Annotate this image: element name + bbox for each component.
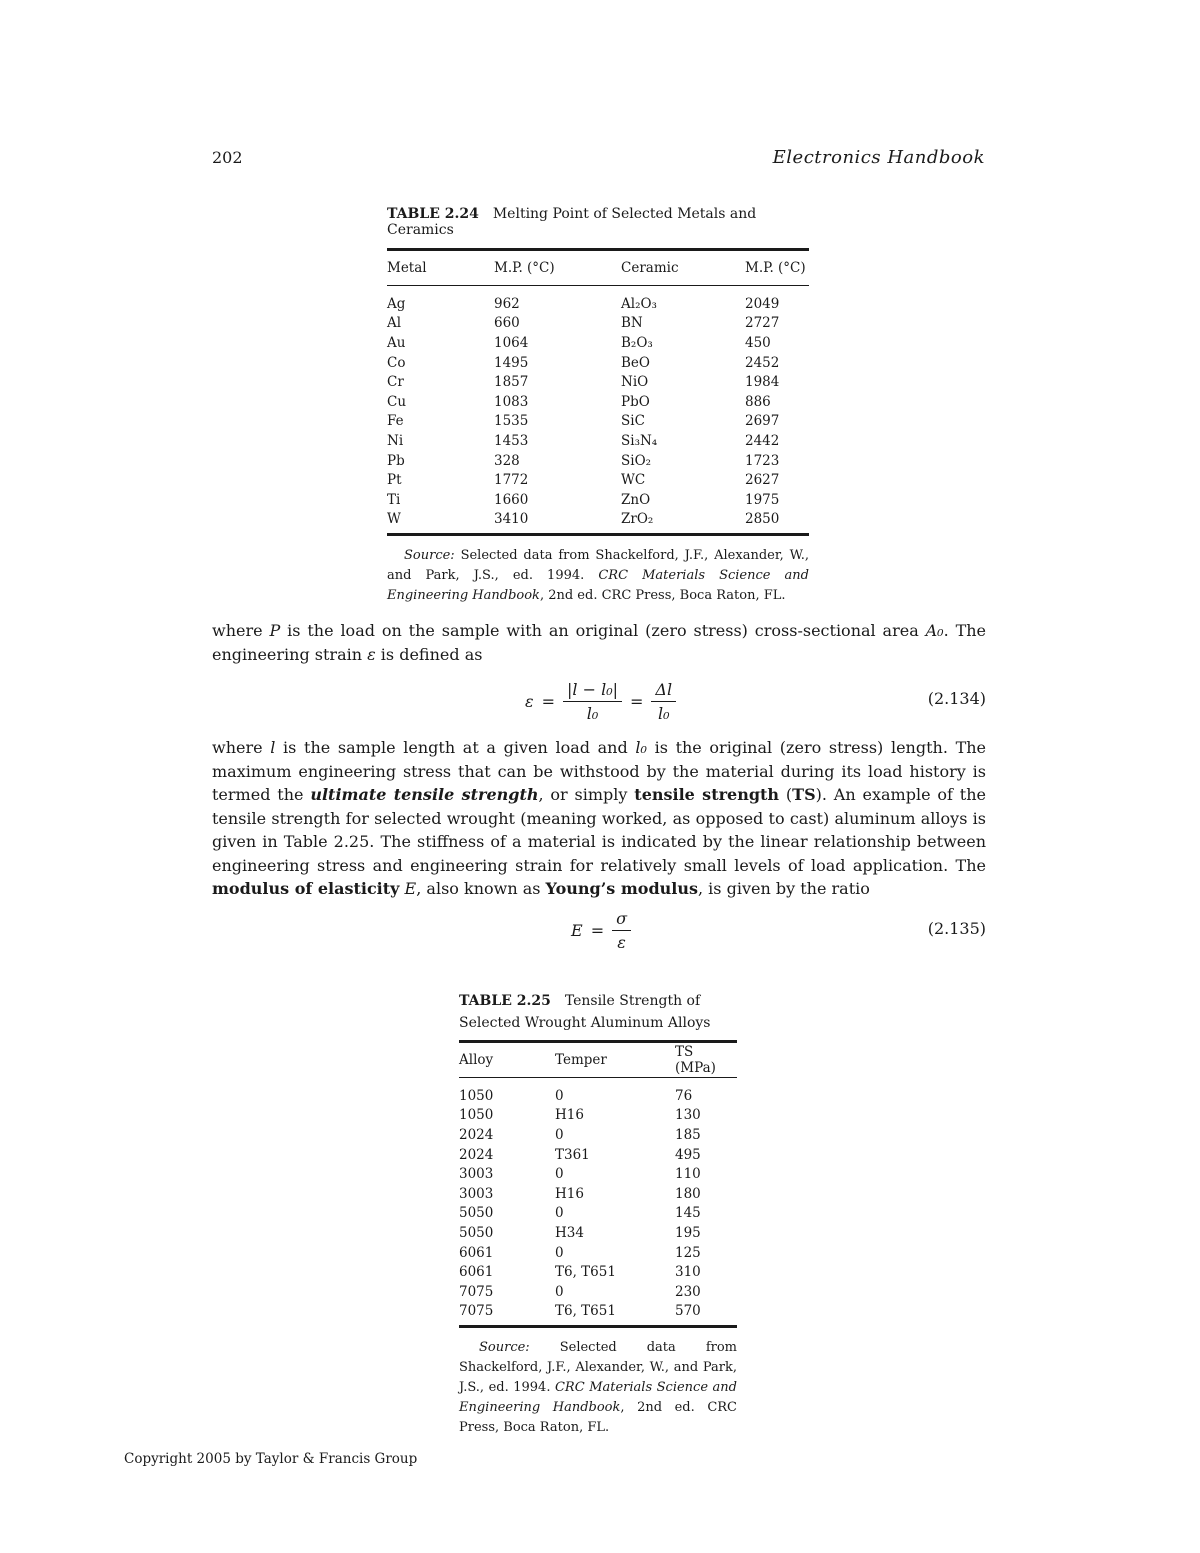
text: ). An example of the tensile strength for selected wrought (meaning worked, as opposed to cast) aluminum alloys is given in Table 2.25. The stiffness of a material is indicated by the linear relationship between engineering stress and engineering strain for relatively small levels of load application. The [212, 785, 987, 875]
table-cell: Ag [387, 295, 406, 312]
table-row [387, 490, 809, 510]
table-cell: 145 [675, 1205, 701, 1222]
table-title: Melting Point of Selected Metals and Ceramics [387, 206, 757, 238]
source-label: Source: [479, 1340, 530, 1356]
table-cell: SiO₂ [621, 452, 652, 469]
page-number: 202 [212, 148, 243, 167]
table-row [387, 314, 809, 334]
table-cell: 328 [494, 452, 520, 469]
math-operator: = [541, 691, 555, 711]
melting-point-table [387, 248, 809, 536]
text: , is given by the ratio [698, 879, 870, 898]
table-source-note [387, 546, 809, 606]
table-cell: 2627 [745, 472, 780, 489]
math-symbol: P [269, 621, 281, 640]
table-cell: 76 [675, 1087, 693, 1104]
table-cell: 3410 [494, 511, 529, 528]
table-cell: 0 [555, 1087, 564, 1104]
math-symbol: ε [367, 644, 376, 664]
table-cell: 2024 [459, 1126, 494, 1143]
source-text-end: , 2nd ed. CRC Press, Boca Raton, FL. [459, 1400, 737, 1436]
column-header: Temper [555, 1052, 607, 1068]
table-row [459, 1262, 737, 1282]
table-cell: 0 [555, 1244, 564, 1261]
table-cell: 110 [675, 1166, 701, 1183]
body-paragraph [212, 619, 986, 666]
fraction [651, 680, 676, 723]
column-header: Metal [387, 260, 427, 276]
table-cell: 1495 [494, 354, 529, 371]
source-text: Selected data from Shackelford, J.F., Alexander, W., and Park, J.S., ed. 1994. [387, 548, 809, 584]
denominator: l₀ [586, 703, 599, 723]
fraction [563, 680, 622, 723]
table-cell: H16 [555, 1185, 584, 1202]
table-cell: BN [621, 315, 643, 332]
text: where [212, 738, 271, 757]
table-cell: 0 [555, 1166, 564, 1183]
table-cell: ZnO [621, 491, 651, 508]
table-cell: ZrO₂ [621, 511, 654, 528]
table-cell: 125 [675, 1244, 701, 1261]
table-cell: 2850 [745, 511, 780, 528]
table-cell: 5050 [459, 1205, 494, 1222]
table-cell: Pb [387, 452, 405, 469]
table-cell: Ti [387, 491, 401, 508]
text: ( [779, 785, 793, 804]
table-cell: T361 [555, 1146, 590, 1163]
fraction [612, 909, 631, 952]
table-cell: 6061 [459, 1264, 494, 1281]
table-cell: 1050 [459, 1087, 494, 1104]
table-cell: 2452 [745, 354, 780, 371]
term-bold: tensile strength [634, 785, 780, 804]
table-row [459, 1106, 737, 1126]
table-row [387, 510, 809, 535]
math-symbol: l [270, 738, 276, 757]
table-cell: 5050 [459, 1224, 494, 1241]
table-row [459, 1243, 737, 1263]
column-header: M.P. (°C) [494, 260, 555, 276]
column-header: M.P. (°C) [745, 260, 806, 276]
equation-number: (2.135) [927, 919, 986, 938]
table-cell: NiO [621, 374, 649, 391]
table-cell: 495 [675, 1146, 701, 1163]
column-header: TS (MPa) [675, 1044, 716, 1076]
table-cell: 0 [555, 1126, 564, 1143]
text: is the load on the sample with an original (zero stress) cross-sectional area [280, 621, 926, 640]
column-header: Ceramic [621, 260, 679, 276]
table-cell: 3003 [459, 1166, 494, 1183]
table-row [459, 1078, 737, 1106]
table-row [387, 286, 809, 314]
table-cell: 2442 [745, 432, 780, 449]
table-cell: 180 [675, 1185, 701, 1202]
text: . The engineering strain [212, 621, 987, 664]
table-cell: 7075 [459, 1283, 494, 1300]
numerator: |l − l₀| [563, 680, 622, 702]
table-cell: 185 [675, 1126, 701, 1143]
table-row [387, 392, 809, 412]
table-cell: PbO [621, 393, 650, 410]
table-cell: T6, T651 [555, 1303, 616, 1320]
table-cell: 1660 [494, 491, 529, 508]
running-title: Electronics Handbook [772, 147, 985, 168]
table-cell: 7075 [459, 1303, 494, 1320]
table-cell: 660 [494, 315, 520, 332]
table-cell: 1064 [494, 334, 529, 351]
term-bold: TS [792, 785, 816, 804]
table-cell: 0 [555, 1205, 564, 1222]
table-cell: SiC [621, 413, 645, 430]
table-row [459, 1302, 737, 1327]
table-label: TABLE 2.25 [459, 993, 551, 1009]
table-cell: 962 [494, 295, 520, 312]
table-cell: WC [621, 472, 646, 489]
table-header-row [387, 250, 809, 286]
table-cell: 195 [675, 1224, 701, 1241]
table-cell: 1723 [745, 452, 780, 469]
table-cell: 886 [745, 393, 771, 410]
table-cell: Au [387, 334, 406, 351]
table-cell: 1083 [494, 393, 529, 410]
table-label: TABLE 2.24 [387, 206, 479, 222]
table-row [387, 412, 809, 432]
table-cell: W [387, 511, 401, 528]
table-cell: Cr [387, 374, 404, 391]
table-row [459, 1164, 737, 1184]
table-header-row [459, 1042, 737, 1078]
table-cell: H16 [555, 1107, 584, 1124]
text: is the sample length at a given load and [275, 738, 636, 757]
source-book-title: CRC Materials Science and Engineering Handbook [459, 1380, 737, 1416]
table-cell: 450 [745, 334, 771, 351]
table-cell: 1772 [494, 472, 529, 489]
table-title: Tensile Strength of Selected Wrought Aluminum Alloys [459, 993, 711, 1031]
math-symbol: E [404, 879, 417, 898]
math-symbol: l₀ [635, 738, 647, 757]
table-row [387, 353, 809, 373]
column-header: Alloy [459, 1052, 494, 1068]
source-label: Source: [404, 548, 455, 564]
math-symbol: E [571, 920, 583, 940]
table-cell: Cu [387, 393, 407, 410]
math-operator: = [590, 920, 605, 940]
table-cell: Co [387, 354, 406, 371]
table-cell: 2049 [745, 295, 780, 312]
table-cell: 0 [555, 1283, 564, 1300]
text: where [212, 621, 270, 640]
table-row [459, 1204, 737, 1224]
term-emphasis: ultimate tensile strength [310, 785, 539, 804]
table-cell: 1984 [745, 374, 780, 391]
table-cell: Al₂O₃ [621, 295, 657, 312]
table-row [459, 1282, 737, 1302]
table-cell: Ni [387, 432, 404, 449]
table-cell: Pt [387, 472, 402, 489]
denominator: l₀ [657, 703, 670, 723]
table-cell: 2024 [459, 1146, 494, 1163]
text: is defined as [375, 644, 483, 664]
table-cell: 310 [675, 1264, 701, 1281]
table-source-note [459, 1338, 737, 1438]
table-row [387, 333, 809, 353]
table-cell: BeO [621, 354, 650, 371]
math-operator: = [630, 691, 644, 711]
math-symbol: ε [525, 691, 534, 711]
text: , or simply [538, 785, 635, 804]
table-row [459, 1145, 737, 1165]
table-cell: 1050 [459, 1107, 494, 1124]
table-cell: Fe [387, 413, 404, 430]
table-cell: 3003 [459, 1185, 494, 1202]
table-cell: 130 [675, 1107, 701, 1124]
table-cell: 1453 [494, 432, 529, 449]
table-cell: B₂O₃ [621, 334, 653, 351]
table-cell: H34 [555, 1224, 584, 1241]
body-paragraph [212, 736, 986, 901]
table-cell: T6, T651 [555, 1264, 616, 1281]
numerator: Δl [651, 680, 676, 702]
table-2-25 [459, 990, 737, 1438]
tensile-strength-table [459, 1040, 737, 1328]
math-symbol: A₀ [925, 621, 944, 640]
table-cell: 6061 [459, 1244, 494, 1261]
table-cell: 230 [675, 1283, 701, 1300]
numerator: σ [612, 909, 631, 931]
source-text-end: , 2nd ed. CRC Press, Boca Raton, FL. [539, 588, 786, 604]
copyright-footer: Copyright 2005 by Taylor & Francis Group [124, 1451, 418, 1467]
table-cell: 570 [675, 1303, 701, 1320]
text: is the original (zero stress) length. The maximum engineering stress that can be withstood by the material during its load history is termed the [212, 738, 987, 804]
term-bold: modulus of elasticity [212, 879, 400, 898]
source-book-title: CRC Materials Science and Engineering Handbook [387, 568, 809, 604]
table-row [387, 372, 809, 392]
table-caption [459, 990, 737, 1034]
table-row [387, 451, 809, 471]
table-row [387, 470, 809, 490]
table-cell: 2697 [745, 413, 780, 430]
equation-2-135 [571, 907, 631, 953]
table-row [459, 1184, 737, 1204]
table-cell: 1535 [494, 413, 529, 430]
table-cell: 1857 [494, 374, 529, 391]
table-cell: 1975 [745, 491, 780, 508]
table-row [459, 1125, 737, 1145]
equation-2-134 [525, 676, 676, 726]
term-bold: Young’s modulus [545, 879, 698, 898]
source-text: Selected data from Shackelford, J.F., Alexander, W., and Park, J.S., ed. 1994. [459, 1340, 737, 1396]
table-cell: Si₃N₄ [621, 432, 658, 449]
equation-number: (2.134) [927, 689, 986, 708]
denominator: ε [617, 932, 626, 952]
text: , also known as [416, 879, 546, 898]
table-row [459, 1223, 737, 1243]
table-cell: 2727 [745, 315, 780, 332]
table-caption [387, 206, 809, 238]
table-cell: Al [387, 315, 402, 332]
table-row [387, 431, 809, 451]
table-2-24 [387, 206, 809, 606]
